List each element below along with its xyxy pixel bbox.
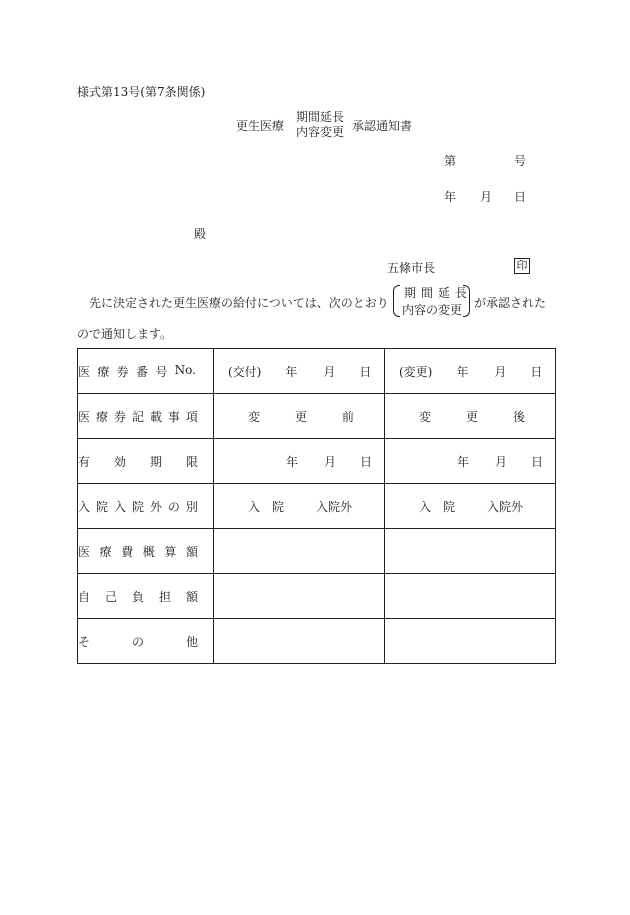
change-month-label: 月 xyxy=(494,364,507,379)
title-option-content-change: 内容変更 xyxy=(296,125,345,139)
issuer-name: 五條市長 xyxy=(387,261,436,275)
validity-after-cell[interactable] xyxy=(385,439,556,484)
after-char: 後 xyxy=(513,409,526,424)
validity-day-label: 日 xyxy=(531,454,544,469)
body-text-line1: 先に決定された更生医療の給付については、次のとおり xyxy=(89,296,389,310)
row-label-estimated-medical-cost xyxy=(78,529,214,574)
label-char: 事 xyxy=(167,409,180,424)
outpatient-option: 入院外 xyxy=(316,499,353,514)
label-char: 院 xyxy=(131,499,144,514)
self-payment-before-cell[interactable] xyxy=(214,574,385,619)
label-char: 入 xyxy=(78,499,91,514)
label-char: 外 xyxy=(149,499,162,514)
validity-before-cell[interactable] xyxy=(214,439,385,484)
issue-month-label: 月 xyxy=(323,364,336,379)
row-label-ticket-number xyxy=(78,349,214,394)
table-row xyxy=(78,394,556,439)
label-char: 額 xyxy=(185,544,198,559)
label-char: の xyxy=(131,634,144,649)
body-option-content-change: 内容の変更 xyxy=(402,303,463,317)
left-brace xyxy=(393,285,400,317)
label-char: 費 xyxy=(121,544,134,559)
label-char: No. xyxy=(174,362,196,377)
label-char: 概 xyxy=(142,544,155,559)
issue-day-label: 日 xyxy=(359,364,372,379)
inpatient-option: 入 院 xyxy=(248,499,285,514)
date-month-label: 月 xyxy=(480,190,493,204)
before-char: 更 xyxy=(295,409,308,424)
label-char: 効 xyxy=(113,454,126,469)
label-char: 他 xyxy=(185,634,198,649)
table-row xyxy=(78,439,556,484)
before-char: 変 xyxy=(248,409,261,424)
after-char: 変 xyxy=(419,409,432,424)
change-date-cell[interactable] xyxy=(385,349,556,394)
validity-year-label: 年 xyxy=(286,454,299,469)
body-option-period-extension: 期間延長 xyxy=(404,286,473,300)
right-brace xyxy=(463,285,470,317)
validity-day-label: 日 xyxy=(360,454,373,469)
label-char: 号 xyxy=(155,364,168,379)
label-char: そ xyxy=(78,634,91,649)
form-number: 様式第13号(第7条関係) xyxy=(77,85,206,99)
label-char: 別 xyxy=(185,499,198,514)
label-char: 有 xyxy=(78,454,91,469)
label-char: 医 xyxy=(78,364,91,379)
after-change-header xyxy=(385,394,556,439)
row-label-self-payment xyxy=(78,574,214,619)
self-payment-after-cell[interactable] xyxy=(385,574,556,619)
inpatient-option: 入 院 xyxy=(419,499,456,514)
table-row xyxy=(78,574,556,619)
after-char: 更 xyxy=(466,409,479,424)
date-day-label: 日 xyxy=(514,190,527,204)
title-suffix: 承認通知書 xyxy=(352,119,413,133)
addressee-suffix: 殿 xyxy=(194,227,207,241)
inpatient-before-cell[interactable] xyxy=(214,484,385,529)
seal-mark: 印 xyxy=(514,258,530,274)
label-char: 療 xyxy=(99,544,112,559)
before-change-header xyxy=(214,394,385,439)
validity-month-label: 月 xyxy=(495,454,508,469)
label-char: 自 xyxy=(78,589,91,604)
issue-year-label: 年 xyxy=(285,364,298,379)
label-char: 医 xyxy=(78,409,91,424)
label-char: 項 xyxy=(185,409,198,424)
label-char: 券 xyxy=(113,409,126,424)
table-row xyxy=(78,529,556,574)
before-char: 前 xyxy=(342,409,355,424)
doc-number-suffix: 号 xyxy=(514,154,527,168)
body-text-line1-end: が承認された xyxy=(474,296,547,310)
label-char: 記 xyxy=(131,409,144,424)
label-char: の xyxy=(167,499,180,514)
label-char: 医 xyxy=(78,544,91,559)
outpatient-option: 入院外 xyxy=(487,499,524,514)
validity-month-label: 月 xyxy=(324,454,337,469)
label-char: 入 xyxy=(113,499,126,514)
change-day-label: 日 xyxy=(530,364,543,379)
row-label-validity-period xyxy=(78,439,214,484)
change-tag: (変更) xyxy=(399,364,433,379)
label-char: 負 xyxy=(131,589,144,604)
table-row xyxy=(78,349,556,394)
label-char: 載 xyxy=(149,409,162,424)
issue-tag: (交付) xyxy=(228,364,262,379)
row-label-inpatient-outpatient xyxy=(78,484,214,529)
table-row xyxy=(78,619,556,664)
row-label-other xyxy=(78,619,214,664)
label-char: 院 xyxy=(95,499,108,514)
title-prefix: 更生医療 xyxy=(236,119,285,133)
label-char: 算 xyxy=(164,544,177,559)
label-char: 券 xyxy=(116,364,129,379)
label-char: 担 xyxy=(158,589,171,604)
inpatient-after-cell[interactable] xyxy=(385,484,556,529)
label-char: 療 xyxy=(95,409,108,424)
validity-year-label: 年 xyxy=(457,454,470,469)
label-char: 療 xyxy=(97,364,110,379)
table-row xyxy=(78,484,556,529)
label-char: 番 xyxy=(135,364,148,379)
details-table xyxy=(77,348,556,664)
doc-number-prefix: 第 xyxy=(444,154,457,168)
change-year-label: 年 xyxy=(456,364,469,379)
row-label-ticket-entries xyxy=(78,394,214,439)
label-char: 期 xyxy=(149,454,162,469)
label-char: 額 xyxy=(185,589,198,604)
cost-before-cell[interactable] xyxy=(214,529,385,574)
body-text-line2: ので通知します。 xyxy=(77,327,173,341)
date-year-label: 年 xyxy=(444,190,457,204)
label-char: 限 xyxy=(185,454,198,469)
issue-date-cell[interactable] xyxy=(214,349,385,394)
title-option-period-extension: 期間延長 xyxy=(296,110,345,124)
cost-after-cell[interactable] xyxy=(385,529,556,574)
other-before-cell[interactable] xyxy=(214,619,385,664)
label-char: 己 xyxy=(104,589,117,604)
other-after-cell[interactable] xyxy=(385,619,556,664)
